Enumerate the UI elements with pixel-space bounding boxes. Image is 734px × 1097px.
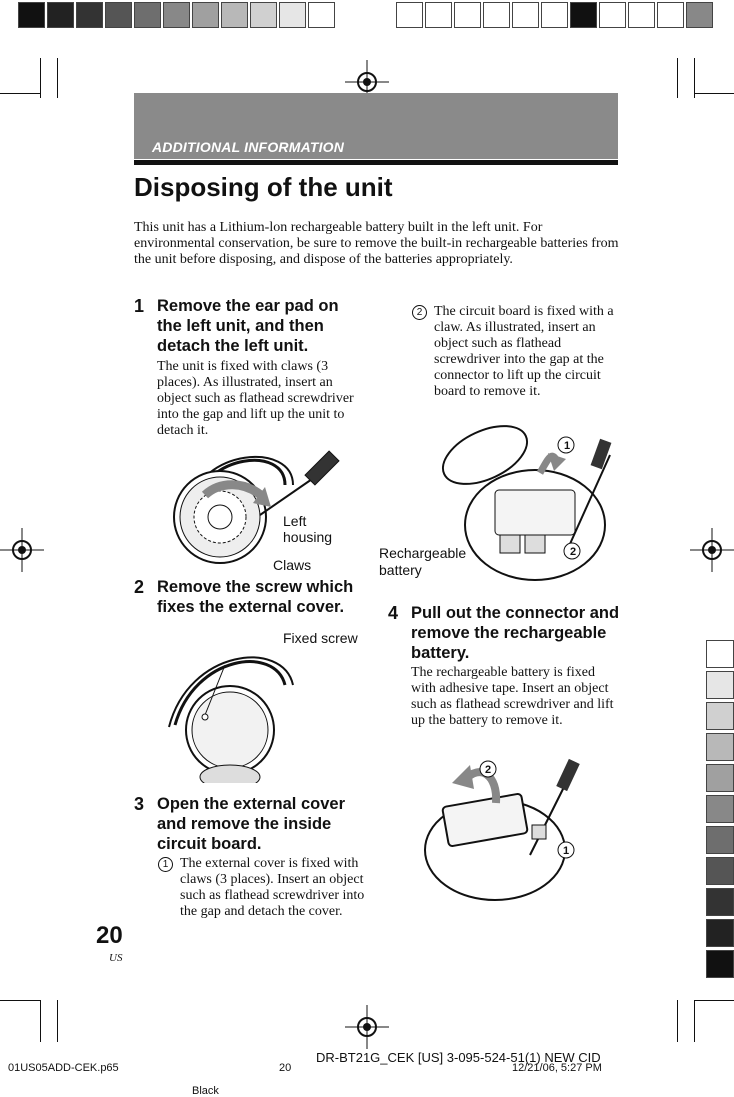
color-bar-gray	[18, 2, 337, 28]
step-3-sub1: 1 The external cover is fixed with claws (3 places). Insert an object such as flathead screwdriver into the gap and detach the cover.	[180, 856, 365, 920]
label-housing: housing	[283, 529, 333, 545]
crop-mark	[677, 1000, 678, 1042]
crop-mark	[0, 93, 40, 94]
registration-mark-icon	[690, 528, 734, 572]
step-3-title: 3 Open the external cover and remove the inside circuit board.	[134, 794, 345, 853]
sub-number-2: 2	[412, 305, 427, 320]
crop-mark	[40, 58, 41, 98]
step-number: 1	[134, 296, 145, 316]
crop-mark	[677, 58, 678, 98]
crop-mark	[694, 1000, 695, 1042]
registration-mark-icon	[0, 528, 44, 572]
footer-date: 12/21/06, 5:27 PM	[512, 1062, 602, 1074]
crop-mark	[40, 1000, 41, 1042]
label-fixed-screw: Fixed screw	[283, 630, 358, 646]
step-4-title: 4 Pull out the connector and remove the rechargeable battery.	[388, 603, 620, 662]
label-rechargeable: Rechargeable	[379, 545, 467, 561]
crop-mark	[57, 1000, 58, 1042]
callout-1: 1	[562, 845, 570, 857]
page-title: Disposing of the unit	[134, 172, 393, 202]
sub-number-1: 1	[158, 857, 173, 872]
callout-1: 1	[563, 440, 571, 452]
label-battery: battery	[379, 562, 422, 578]
crop-mark	[0, 1000, 40, 1001]
crop-mark	[694, 58, 695, 98]
footer-plate: Black	[192, 1085, 219, 1097]
step-3-sub2: 2 The circuit board is fixed with a claw. As illustrated, insert an object such as flathead screwdriver into the gap at the connector to lift up the circuit board to remove it.	[434, 304, 619, 400]
footer-model: DR-BT21G_CEK [US] 3-095-524-51(1) NEW CID	[316, 1050, 601, 1065]
step-1-title: 1 Remove the ear pad on the left unit, and then detach the left unit.	[134, 296, 339, 355]
label-claws: Claws	[273, 557, 312, 573]
step-4-text: The rechargeable battery is fixed with adhesive tape. Insert an object such as flathead screwdriver and lift up the battery to remove it.	[411, 665, 614, 728]
crop-mark	[57, 58, 58, 98]
color-bar-check	[396, 2, 715, 28]
battery-removal-illustration	[420, 755, 600, 915]
color-bar-vertical	[706, 640, 734, 981]
crop-mark	[694, 1000, 734, 1001]
intro-text: This unit has a Lithium-lon rechargeable battery built in the left unit. For environmental conservation, be sure to remove the built-in rechargeable batteries from the unit before disposing, and dispose of the batteries appropriately.	[134, 220, 619, 267]
crop-mark	[694, 93, 734, 94]
step-number: 2	[134, 577, 145, 597]
left-unit-illustration	[165, 445, 365, 565]
external-cover-illustration	[165, 645, 365, 783]
circuit-board-illustration	[440, 415, 620, 585]
page-number: 20	[96, 922, 123, 949]
registration-mark-icon	[345, 1005, 389, 1049]
step-2-title: 2 Remove the screw which fixes the external cover.	[134, 577, 354, 616]
footer-page: 20	[279, 1062, 292, 1074]
section-title: ADDITIONAL INFORMATION	[152, 139, 345, 155]
callout-2: 2	[569, 546, 577, 558]
label-left: Left	[283, 513, 307, 529]
page-region: US	[109, 952, 123, 964]
footer-file: 01US05ADD-CEK.p65	[8, 1062, 119, 1074]
step-number: 4	[388, 603, 399, 623]
step-1-text: The unit is fixed with claws (3 places). As illustrated, insert an object such as flathead screwdriver into the gap and lift up the unit to detach it.	[157, 359, 354, 438]
header-rule	[134, 160, 618, 165]
callout-2: 2	[484, 764, 492, 776]
step-number: 3	[134, 794, 145, 814]
